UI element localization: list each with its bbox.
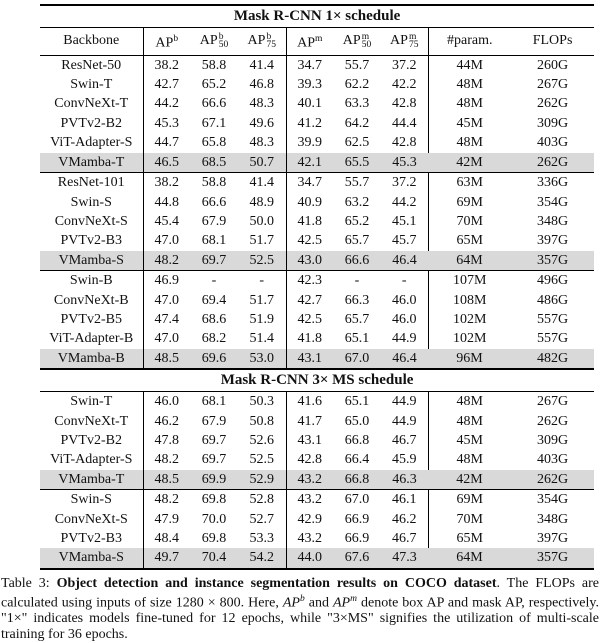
backbone-cell: VMamba-S bbox=[40, 548, 143, 568]
metric-value-cell: 44.4 bbox=[381, 114, 428, 133]
metric-value-cell: 48.9 bbox=[238, 193, 286, 212]
metric-value-cell: 45.3 bbox=[154, 115, 179, 131]
flops-value-cell: 403G bbox=[536, 135, 569, 151]
param-value-cell: 96M bbox=[428, 349, 511, 369]
param-value-cell: 108M bbox=[453, 292, 487, 308]
metric-value-cell: 46.7 bbox=[381, 529, 428, 548]
metric-value-cell: 66.9 bbox=[344, 531, 370, 546]
column-header-row bbox=[40, 28, 594, 56]
table-caption bbox=[0, 576, 600, 643]
metric-value-cell: 44.9 bbox=[381, 412, 428, 431]
param-value-cell: 64M bbox=[428, 548, 511, 568]
flops-value-cell: 397G bbox=[536, 531, 569, 546]
metric-value-cell: 52.8 bbox=[238, 490, 286, 510]
metric-value-cell: 70.4 bbox=[190, 548, 238, 568]
metric-supsub: m 75 bbox=[408, 31, 419, 51]
metric-value-cell: 42.1 bbox=[286, 153, 333, 173]
metric-value-cell: 44.2 bbox=[154, 96, 179, 112]
metric-value-cell: 42.5 bbox=[297, 233, 322, 249]
metric-value-cell: 67.0 bbox=[344, 492, 370, 508]
metric-value-cell: 46.2 bbox=[154, 413, 179, 429]
table-row bbox=[40, 55, 594, 75]
metric-value-cell: 41.2 bbox=[297, 115, 322, 131]
metric-value-cell: 42.7 bbox=[297, 292, 322, 308]
table-row bbox=[40, 329, 594, 348]
table-row bbox=[40, 510, 594, 529]
metric-value-cell: 48.5 bbox=[143, 470, 190, 490]
metric-value-cell: 58.8 bbox=[201, 175, 227, 191]
metric-value-cell: 45.4 bbox=[154, 213, 179, 229]
param-value-cell: 45M bbox=[456, 432, 483, 448]
metric-value-cell: 62.5 bbox=[344, 135, 370, 151]
metric-value-cell: 45.7 bbox=[381, 231, 428, 250]
metric-value-cell: 47.0 bbox=[154, 233, 179, 249]
metric-value-cell: 49.6 bbox=[238, 114, 286, 133]
metric-value-cell: 62.2 bbox=[344, 77, 370, 93]
metric-value-cell: 65.2 bbox=[201, 77, 227, 93]
backbone-cell: PVTv2-B2 bbox=[40, 431, 143, 450]
metric-value-cell: 44.9 bbox=[381, 392, 428, 412]
metric-value-cell: 66.6 bbox=[201, 194, 227, 210]
metric-value-cell: 68.2 bbox=[201, 331, 227, 347]
backbone-cell: VMamba-T bbox=[40, 153, 143, 173]
param-value-cell: 102M bbox=[453, 331, 487, 347]
backbone-cell: ViT-Adapter-S bbox=[40, 450, 143, 469]
metric-value-cell: 69.8 bbox=[201, 492, 227, 508]
metric-value-cell: 67.0 bbox=[333, 349, 381, 369]
metric-value-cell: 47.0 bbox=[154, 292, 179, 308]
table-row bbox=[40, 349, 594, 369]
param-value-cell: 63M bbox=[456, 175, 483, 191]
flops-header-cell: FLOPs bbox=[511, 28, 594, 56]
flops-value-cell: 309G bbox=[536, 115, 569, 131]
metric-value-cell: 66.4 bbox=[344, 452, 370, 468]
metric-value-cell: 63.2 bbox=[344, 194, 370, 210]
metric-value-cell: 41.8 bbox=[297, 331, 322, 347]
caption-segment: b bbox=[299, 593, 305, 604]
metric-value-cell: 68.5 bbox=[190, 153, 238, 173]
metric-value-cell: 67.6 bbox=[333, 548, 381, 568]
metric-value-cell: 46.0 bbox=[381, 291, 428, 310]
metric-value-cell: 65.5 bbox=[333, 153, 381, 173]
metric-value-cell: 43.0 bbox=[286, 251, 333, 271]
flops-value-cell: 496G bbox=[536, 273, 569, 289]
metric-value-cell: 67.1 bbox=[201, 115, 227, 131]
flops-value-cell: 262G bbox=[536, 96, 569, 112]
metric-value-cell: 37.2 bbox=[381, 55, 428, 75]
metric-value-cell: 45.1 bbox=[381, 212, 428, 231]
backbone-cell: PVTv2-B3 bbox=[40, 231, 143, 250]
flops-value-cell: 557G bbox=[536, 311, 569, 327]
table-row bbox=[40, 94, 594, 113]
metric-value-cell: 46.8 bbox=[238, 75, 286, 94]
metric-value-cell: 47.3 bbox=[381, 548, 428, 568]
metric-value-cell: 48.3 bbox=[238, 94, 286, 113]
metric-value-cell: 54.2 bbox=[238, 548, 286, 568]
metric-value-cell: 48.4 bbox=[154, 531, 179, 546]
backbone-cell: ConvNeXt-T bbox=[40, 412, 143, 431]
metric-value-cell: 52.5 bbox=[238, 251, 286, 271]
metric-value-cell: - bbox=[238, 271, 286, 291]
results-table bbox=[40, 4, 594, 570]
metric-base: AP bbox=[199, 33, 218, 49]
flops-value-cell: 336G bbox=[536, 175, 569, 191]
results-table-body bbox=[40, 5, 594, 569]
metric-value-cell: 55.7 bbox=[344, 57, 370, 73]
metric-value-cell: 52.9 bbox=[238, 470, 286, 490]
backbone-cell: ResNet-101 bbox=[40, 173, 143, 193]
flops-value-cell: 357G bbox=[511, 251, 594, 271]
metric-value-cell: 41.4 bbox=[238, 55, 286, 75]
table-row bbox=[40, 75, 594, 94]
param-value-cell: 65M bbox=[456, 531, 483, 546]
backbone-cell: Swin-T bbox=[40, 392, 143, 412]
table-row bbox=[40, 173, 594, 193]
metric-value-cell: 69.8 bbox=[201, 531, 227, 546]
flops-value-cell: 354G bbox=[536, 492, 569, 508]
param-value-cell: 107M bbox=[453, 273, 487, 289]
backbone-cell: ResNet-50 bbox=[40, 55, 143, 75]
metric-header-cell bbox=[286, 28, 333, 56]
caption-segment: AP bbox=[282, 595, 300, 611]
metric-value-cell: 48.2 bbox=[154, 492, 179, 508]
backbone-cell: ConvNeXt-S bbox=[40, 510, 143, 529]
metric-sup: m bbox=[315, 34, 323, 44]
metric-header-cell bbox=[381, 28, 428, 56]
metric-value-cell: 37.2 bbox=[381, 173, 428, 193]
backbone-cell: ConvNeXt-T bbox=[40, 94, 143, 113]
metric-value-cell: 63.3 bbox=[344, 96, 370, 112]
metric-value-cell: 40.9 bbox=[297, 194, 322, 210]
metric-value-cell: 46.5 bbox=[143, 153, 190, 173]
metric-value-cell: 65.0 bbox=[344, 413, 370, 429]
metric-value-cell: 67.9 bbox=[201, 213, 227, 229]
backbone-cell: VMamba-B bbox=[40, 349, 143, 369]
metric-value-cell: 44.8 bbox=[154, 194, 179, 210]
backbone-cell: PVTv2-B2 bbox=[40, 114, 143, 133]
metric-value-cell: 66.8 bbox=[333, 470, 381, 490]
metric-value-cell: 40.1 bbox=[297, 96, 322, 112]
metric-value-cell: 41.7 bbox=[297, 413, 322, 429]
metric-value-cell: 50.7 bbox=[238, 153, 286, 173]
section-title-row bbox=[40, 369, 594, 392]
metric-value-cell: 52.6 bbox=[238, 431, 286, 450]
param-value-cell: 45M bbox=[456, 115, 483, 131]
metric-value-cell: 41.6 bbox=[297, 394, 322, 410]
backbone-cell: PVTv2-B3 bbox=[40, 529, 143, 548]
metric-value-cell: 47.8 bbox=[154, 432, 179, 448]
metric-value-cell: 46.7 bbox=[381, 431, 428, 450]
flops-value-cell: 357G bbox=[511, 548, 594, 568]
metric-value-cell: 66.3 bbox=[344, 292, 370, 308]
param-header-cell: #param. bbox=[428, 28, 511, 56]
param-value-cell: 65M bbox=[456, 233, 483, 249]
table-row bbox=[40, 392, 594, 412]
metric-value-cell: - bbox=[381, 271, 428, 291]
metric-value-cell: 38.2 bbox=[154, 57, 179, 73]
table-row bbox=[40, 412, 594, 431]
metric-value-cell: 53.0 bbox=[238, 349, 286, 369]
table-row bbox=[40, 251, 594, 271]
metric-value-cell: 50.8 bbox=[238, 412, 286, 431]
param-value-cell: 48M bbox=[456, 77, 483, 93]
backbone-cell: Swin-S bbox=[40, 490, 143, 510]
param-value-cell: 69M bbox=[456, 194, 483, 210]
backbone-cell: ViT-Adapter-B bbox=[40, 329, 143, 348]
metric-header-cell bbox=[333, 28, 381, 56]
metric-value-cell: 46.4 bbox=[381, 349, 428, 369]
param-value-cell: 70M bbox=[456, 511, 483, 527]
metric-value-cell: 69.9 bbox=[190, 470, 238, 490]
table-row bbox=[40, 271, 594, 291]
section-title: Mask R-CNN 1× schedule bbox=[40, 5, 594, 28]
param-value-cell: 48M bbox=[456, 394, 483, 410]
metric-value-cell: 34.7 bbox=[297, 175, 322, 191]
metric-value-cell: 45.9 bbox=[381, 450, 428, 469]
metric-value-cell: 65.8 bbox=[201, 135, 227, 151]
metric-base: AP bbox=[342, 33, 361, 49]
table-row bbox=[40, 431, 594, 450]
metric-value-cell: 45.3 bbox=[381, 153, 428, 173]
flops-value-cell: 262G bbox=[536, 413, 569, 429]
metric-value-cell: 65.7 bbox=[344, 311, 370, 327]
metric-header-cell bbox=[143, 28, 190, 56]
metric-value-cell: 48.5 bbox=[143, 349, 190, 369]
metric-value-cell: 68.1 bbox=[201, 394, 227, 410]
metric-value-cell: 69.6 bbox=[190, 349, 238, 369]
table-row bbox=[40, 114, 594, 133]
metric-value-cell: 51.9 bbox=[238, 310, 286, 329]
metric-value-cell: 50.3 bbox=[238, 392, 286, 412]
backbone-cell: Swin-B bbox=[40, 271, 143, 291]
metric-value-cell: - bbox=[211, 273, 217, 289]
metric-value-cell: 47.0 bbox=[154, 331, 179, 347]
metric-value-cell: 53.3 bbox=[238, 529, 286, 548]
metric-value-cell: 70.0 bbox=[201, 511, 227, 527]
table-row bbox=[40, 490, 594, 510]
caption-segment: Table 3: bbox=[1, 575, 57, 591]
caption-segment: denote box AP and mask AP, respectively. "1×" indicates models fine-tuned for 12 epochs, while "3×MS" signifies the utilization of multi-scale training for 36 epochs. bbox=[1, 595, 599, 642]
metric-supsub: b 50 bbox=[218, 31, 229, 51]
metric-value-cell: 46.1 bbox=[381, 490, 428, 510]
metric-value-cell: 69.7 bbox=[190, 251, 238, 271]
section-title: Mask R-CNN 3× MS schedule bbox=[40, 369, 594, 392]
metric-value-cell: 43.1 bbox=[297, 432, 322, 448]
metric-value-cell: 66.6 bbox=[201, 96, 227, 112]
metric-sup: b bbox=[173, 34, 179, 44]
metric-value-cell: 42.2 bbox=[381, 75, 428, 94]
metric-value-cell: 65.1 bbox=[344, 394, 370, 410]
backbone-cell: ConvNeXt-B bbox=[40, 291, 143, 310]
flops-value-cell: 267G bbox=[536, 77, 569, 93]
metric-value-cell: 43.2 bbox=[297, 492, 322, 508]
table-row bbox=[40, 212, 594, 231]
metric-value-cell: 46.0 bbox=[154, 394, 179, 410]
metric-value-cell: 46.4 bbox=[381, 251, 428, 271]
metric-value-cell: 69.4 bbox=[201, 292, 227, 308]
metric-value-cell: 38.2 bbox=[154, 175, 179, 191]
param-value-cell: 48M bbox=[456, 96, 483, 112]
metric-supsub: b 75 bbox=[266, 31, 276, 51]
flops-value-cell: 354G bbox=[536, 194, 569, 210]
metric-supsub: m 50 bbox=[361, 31, 372, 51]
flops-value-cell: 482G bbox=[511, 349, 594, 369]
metric-value-cell: 46.3 bbox=[381, 470, 428, 490]
backbone-cell: Swin-T bbox=[40, 75, 143, 94]
metric-value-cell: 52.7 bbox=[238, 510, 286, 529]
param-value-cell: 42M bbox=[428, 470, 511, 490]
caption-segment: and bbox=[304, 595, 333, 611]
metric-value-cell: 47.9 bbox=[154, 511, 179, 527]
metric-base: AP bbox=[390, 33, 408, 49]
metric-value-cell: 52.5 bbox=[238, 450, 286, 469]
metric-value-cell: 50.0 bbox=[238, 212, 286, 231]
metric-value-cell: 43.1 bbox=[286, 349, 333, 369]
caption-segment: AP bbox=[332, 595, 351, 611]
metric-value-cell: 39.3 bbox=[297, 77, 322, 93]
flops-value-cell: 262G bbox=[511, 153, 594, 173]
metric-header-cell bbox=[190, 28, 238, 56]
flops-value-cell: 348G bbox=[536, 213, 569, 229]
metric-value-cell: 46.9 bbox=[154, 273, 179, 289]
metric-base: AP bbox=[297, 35, 315, 51]
backbone-cell: ConvNeXt-S bbox=[40, 212, 143, 231]
metric-value-cell: 42.8 bbox=[381, 94, 428, 113]
metric-value-cell: 44.0 bbox=[286, 548, 333, 568]
flops-value-cell: 309G bbox=[536, 432, 569, 448]
param-value-cell: 69M bbox=[456, 492, 483, 508]
param-value-cell: 44M bbox=[456, 57, 483, 73]
metric-value-cell: 42.9 bbox=[297, 511, 322, 527]
metric-value-cell: 69.7 bbox=[201, 452, 227, 468]
metric-value-cell: 65.7 bbox=[344, 233, 370, 249]
metric-value-cell: 48.3 bbox=[238, 133, 286, 152]
metric-header-cell bbox=[238, 28, 286, 56]
param-value-cell: 102M bbox=[453, 311, 487, 327]
param-value-cell: 48M bbox=[456, 452, 483, 468]
table-row bbox=[40, 529, 594, 548]
param-value-cell: 48M bbox=[456, 413, 483, 429]
metric-value-cell: 43.2 bbox=[297, 531, 322, 546]
table-row bbox=[40, 450, 594, 469]
metric-value-cell: 42.3 bbox=[297, 273, 322, 289]
table-row bbox=[40, 231, 594, 250]
caption-segment: Object detection and instance segmentation results on COCO dataset bbox=[56, 575, 497, 591]
metric-value-cell: 51.4 bbox=[238, 329, 286, 348]
metric-value-cell: 44.2 bbox=[381, 193, 428, 212]
caption-segment: m bbox=[350, 593, 357, 604]
metric-value-cell: 51.7 bbox=[238, 231, 286, 250]
metric-value-cell: 65.2 bbox=[344, 213, 370, 229]
metric-value-cell: 43.2 bbox=[286, 470, 333, 490]
metric-value-cell: 66.6 bbox=[333, 251, 381, 271]
flops-value-cell: 267G bbox=[536, 394, 569, 410]
metric-value-cell: 46.0 bbox=[381, 310, 428, 329]
metric-value-cell: 42.5 bbox=[297, 311, 322, 327]
param-value-cell: 70M bbox=[456, 213, 483, 229]
metric-base: AP bbox=[155, 35, 174, 51]
table-row bbox=[40, 193, 594, 212]
metric-value-cell: 42.8 bbox=[297, 452, 322, 468]
metric-value-cell: 34.7 bbox=[297, 57, 322, 73]
metric-value-cell: 41.8 bbox=[297, 213, 322, 229]
metric-value-cell: 44.7 bbox=[154, 135, 179, 151]
param-value-cell: 42M bbox=[428, 153, 511, 173]
metric-value-cell: 39.9 bbox=[297, 135, 322, 151]
backbone-header-cell: Backbone bbox=[40, 28, 143, 56]
metric-value-cell: 58.8 bbox=[201, 57, 227, 73]
param-value-cell: 64M bbox=[428, 251, 511, 271]
metric-value-cell: 47.4 bbox=[154, 311, 179, 327]
table-row bbox=[40, 310, 594, 329]
metric-value-cell: 55.7 bbox=[344, 175, 370, 191]
metric-value-cell: 44.9 bbox=[381, 329, 428, 348]
backbone-cell: VMamba-S bbox=[40, 251, 143, 271]
metric-value-cell: 49.7 bbox=[143, 548, 190, 568]
backbone-cell: ViT-Adapter-S bbox=[40, 133, 143, 152]
metric-value-cell: 48.2 bbox=[143, 251, 190, 271]
metric-value-cell: 64.2 bbox=[344, 115, 370, 131]
metric-value-cell: 41.4 bbox=[238, 173, 286, 193]
metric-value-cell: 42.7 bbox=[154, 77, 179, 93]
flops-value-cell: 348G bbox=[536, 511, 569, 527]
metric-value-cell: 51.7 bbox=[238, 291, 286, 310]
flops-value-cell: 557G bbox=[536, 331, 569, 347]
metric-value-cell: 42.8 bbox=[381, 133, 428, 152]
flops-value-cell: 262G bbox=[511, 470, 594, 490]
flops-value-cell: 260G bbox=[536, 57, 569, 73]
metric-value-cell: 65.1 bbox=[344, 331, 370, 347]
metric-value-cell: 46.2 bbox=[381, 510, 428, 529]
flops-value-cell: 397G bbox=[536, 233, 569, 249]
metric-value-cell: - bbox=[354, 273, 360, 289]
flops-value-cell: 403G bbox=[536, 452, 569, 468]
flops-value-cell: 486G bbox=[536, 292, 569, 308]
metric-value-cell: 68.1 bbox=[201, 233, 227, 249]
backbone-cell: PVTv2-B5 bbox=[40, 310, 143, 329]
param-value-cell: 48M bbox=[456, 135, 483, 151]
backbone-cell: VMamba-T bbox=[40, 470, 143, 490]
metric-value-cell: 66.9 bbox=[344, 511, 370, 527]
table-row bbox=[40, 548, 594, 568]
table-row bbox=[40, 153, 594, 173]
metric-value-cell: 67.9 bbox=[201, 413, 227, 429]
table-row bbox=[40, 470, 594, 490]
section-title-row bbox=[40, 5, 594, 28]
metric-value-cell: 69.7 bbox=[201, 432, 227, 448]
metric-value-cell: 68.6 bbox=[201, 311, 227, 327]
metric-value-cell: 48.2 bbox=[154, 452, 179, 468]
table-row bbox=[40, 133, 594, 152]
table-row bbox=[40, 291, 594, 310]
metric-value-cell: 66.8 bbox=[344, 432, 370, 448]
caption-segment: . The FLOPs are calculated using inputs of size 1280 × 800. Here, bbox=[1, 575, 599, 611]
backbone-cell: Swin-S bbox=[40, 193, 143, 212]
metric-base: AP bbox=[247, 33, 266, 49]
